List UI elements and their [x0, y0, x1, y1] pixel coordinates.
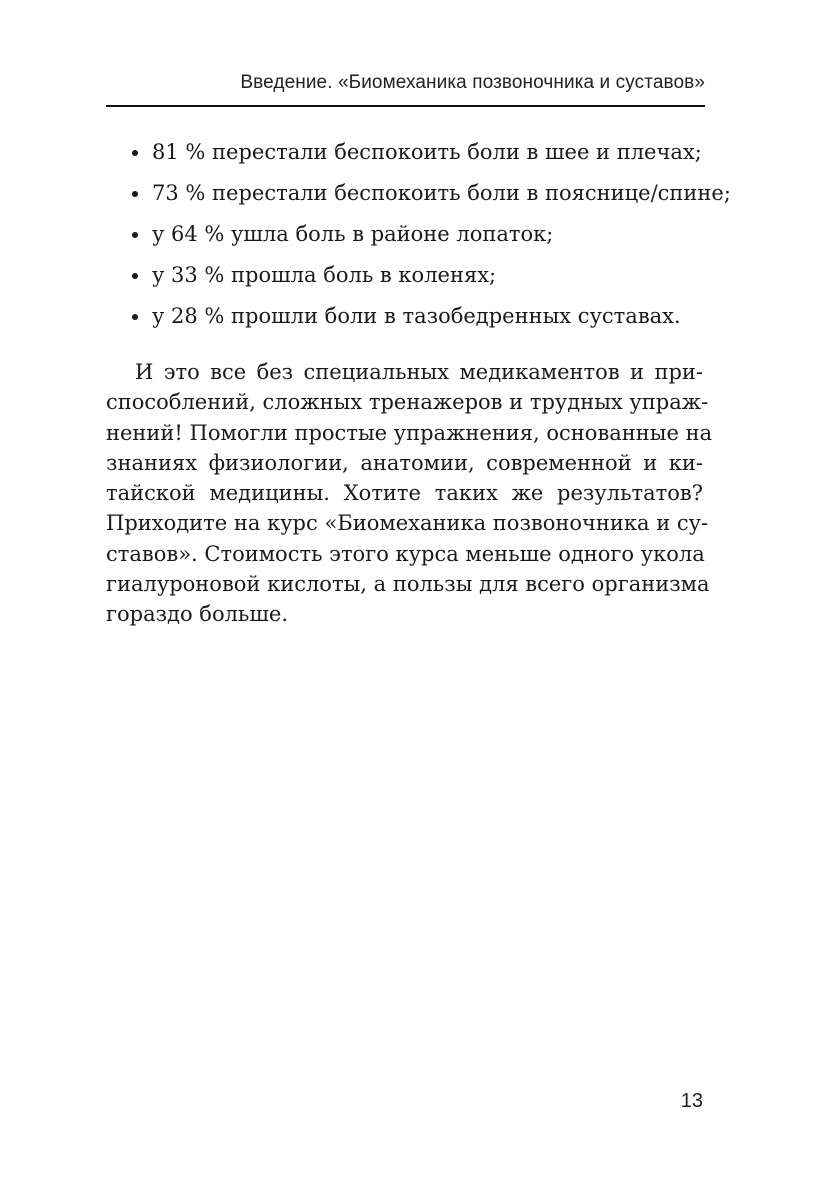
list-item-text: 81 % перестали беспокоить боли в шее и плечах;	[152, 140, 702, 165]
list-item-text: у 28 % прошли боли в тазобедренных суставах.	[152, 303, 681, 328]
list-item	[132, 173, 731, 214]
paragraph-line: способлений, сложных тренажеров и трудных упраж-	[106, 390, 709, 415]
list-item-text: 73 % перестали беспокоить боли в пояснице/спине;	[152, 181, 731, 206]
paragraph-line: ставов». Стоимость этого курса меньше одного укола	[106, 541, 705, 566]
list-item-text: у 64 % ушла боль в районе лопаток;	[152, 221, 554, 246]
list-item-text: у 33 % прошла боль в коленях;	[152, 262, 497, 287]
paragraph-line: тайской медицины. Хотите таких же результатов?	[106, 481, 703, 506]
running-header: Введение. «Биомеханика позвоночника и суставов»	[240, 72, 705, 93]
results-bullet-list	[132, 132, 731, 336]
body-paragraph	[106, 357, 713, 630]
bullet-icon	[132, 191, 138, 197]
paragraph-line: нений! Помогли простые упражнения, основанные на	[106, 420, 713, 445]
paragraph-line: гиалуроновой кислоты, а пользы для всего организма	[106, 572, 710, 597]
list-item	[132, 214, 731, 255]
bullet-icon	[132, 232, 138, 238]
list-item	[132, 295, 731, 336]
list-item	[132, 132, 731, 173]
bullet-icon	[132, 314, 138, 320]
paragraph-line: Приходите на курс «Биомеханика позвоночника и су-	[106, 511, 709, 536]
paragraph-line: И это все без специальных медикаментов и при-	[135, 360, 703, 384]
header-rule	[106, 105, 705, 107]
bullet-icon	[132, 150, 138, 156]
paragraph-line: гораздо больше.	[106, 602, 288, 627]
page-number: 13	[680, 1090, 703, 1112]
bullet-icon	[132, 273, 138, 279]
list-item	[132, 254, 731, 295]
paragraph-line: знаниях физиологии, анатомии, современной и ки-	[106, 450, 703, 475]
